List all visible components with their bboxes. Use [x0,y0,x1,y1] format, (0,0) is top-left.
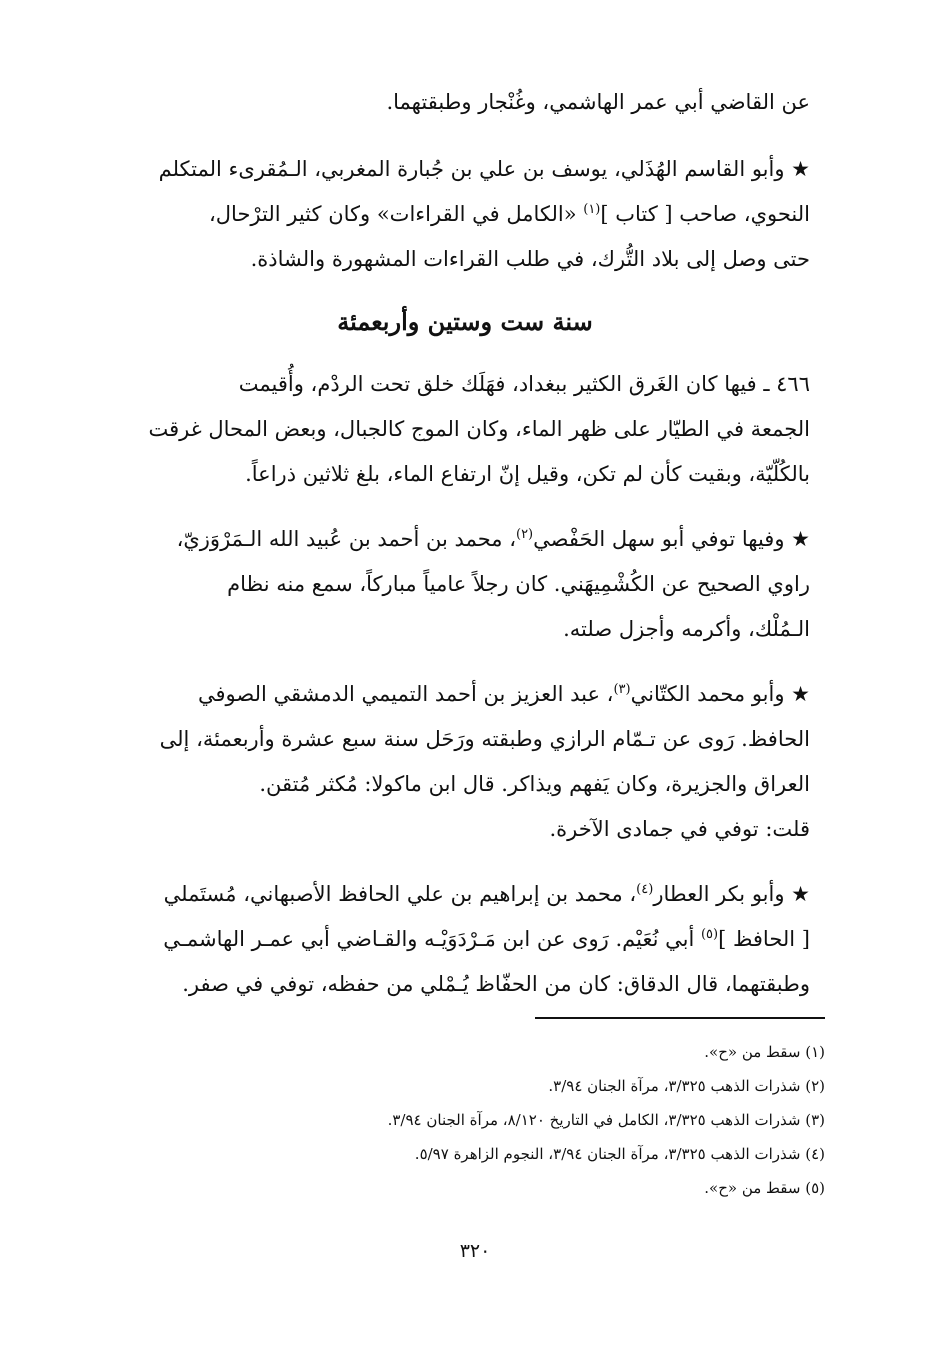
footnote-marker-1: (١) [583,202,601,217]
entry-hudhali [120,147,810,282]
text-line: عن القاضي أبي عمر الهاشمي، وغُنْجار وطبقتهما. [386,90,810,114]
text-line [120,672,810,717]
entry-year-466 [120,362,810,497]
footnote-4: (٤) شذرات الذهب ٣/٣٢٥، مرآة الجنان ٣/٩٤، النجوم الزاهرة ٥/٩٧. [414,1145,825,1163]
text-line: العراق والجزيرة، وكان يَفهم ويذاكر. قال ابن ماكولا: مُكثر مُتقن. [259,772,810,796]
page-body [120,80,810,1027]
footnote-1: (١) سقط من «ح». [704,1043,825,1061]
text-segment: ، محمد بن أحمد بن عُبيد الله الـمَرْوَزيّ، [176,527,516,551]
text-line: الـمُلْك، وأكرمه وأجزل صلته. [563,617,810,641]
text-segment: ، عبد العزيز بن أحمد التميمي الدمشقي الصوفي [197,682,614,706]
page-number: ٣٢٠ [459,1240,491,1262]
text-line: قلت: توفي في جمادى الآخرة. [549,817,810,841]
text-segment: النحوي، صاحب [ كتاب ] [600,202,810,226]
footnote-5: (٥) سقط من «ح». [704,1179,825,1197]
text-line [120,192,810,237]
text-line: بالكُلّيّة، وبقيت كأن لم تكن، وقيل إنّ ارتفاع الماء، بلغ ثلاثين ذراعاً. [245,462,810,486]
footnote-marker-5: (٥) [700,927,719,942]
footnote-marker-3: (٣) [613,682,631,697]
text-segment: [ الحافظ ] [718,927,810,951]
text-line: ٤٦٦ ـ فيها كان الغَرق الكثير ببغداد، فهَلَك خلق تحت الردْم، وأُقيمت [238,372,810,396]
text-line: حتى وصل إلى بلاد التُّرك، في طلب القراءات المشهورة والشاذة. [250,247,810,271]
footnotes [200,1035,825,1205]
text-segment: ، محمد بن إبراهيم بن علي الحافظ الأصبهاني، مُستَملي [163,882,637,906]
footnote-marker-4: (٤) [636,882,654,897]
paragraph-continuation [120,80,810,125]
text-segment: «الكامل في القراءات» وكان كثير الترْحال، [209,202,584,226]
text-segment: أبي نُعَيْم. رَوى عن ابن مَـرْدَوَيْـه والقـاضي أبي عمـر الهاشمـي [163,927,701,951]
section-heading: سنة ست وستين وأربعمئة [337,307,593,336]
footnote-divider [535,1017,825,1019]
text-segment: ★ وأبو بكر العطار [653,882,810,906]
entry-hafsi [120,517,810,652]
text-line: الحافظ. رَوى عن تـمّام الرازي وطبقته ورَحَل سنة سبع عشرة وأربعمئة، إلى [159,727,810,751]
footnote-3: (٣) شذرات الذهب ٣/٣٢٥، الكامل في التاريخ ٨/١٢٠، مرآة الجنان ٣/٩٤. [387,1111,825,1129]
text-line [120,517,810,562]
text-line: ★ وأبو القاسم الهُذَلي، يوسف بن علي بن جُبارة المغربي، الـمُقرىء المتكلم [158,157,810,181]
footnote-2: (٢) شذرات الذهب ٣/٣٢٥، مرآة الجنان ٣/٩٤. [548,1077,825,1095]
text-line: الجمعة في الطيّار على ظهر الماء، وكان الموج كالجبال، وبعض المحال غرقت [148,417,810,441]
footnote-marker-2: (٢) [515,527,534,542]
entry-kattani [120,672,810,852]
text-line [120,917,810,962]
text-line: وطبقتهما، قال الدقاق: كان من الحفّاظ يُـمْلي من حفظه، توفي في صفر. [182,972,810,996]
text-line: راوي الصحيح عن الكُشْمِيهَني. كان رجلاً عامياً مباركاً، سمع منه نظام [227,572,810,596]
text-line [120,872,810,917]
text-segment: ★ وفيها توفي أبو سهل الحَفْصي [533,527,810,551]
entry-attar [120,872,810,1007]
text-segment: ★ وأبو محمد الكتّاني [630,682,810,706]
